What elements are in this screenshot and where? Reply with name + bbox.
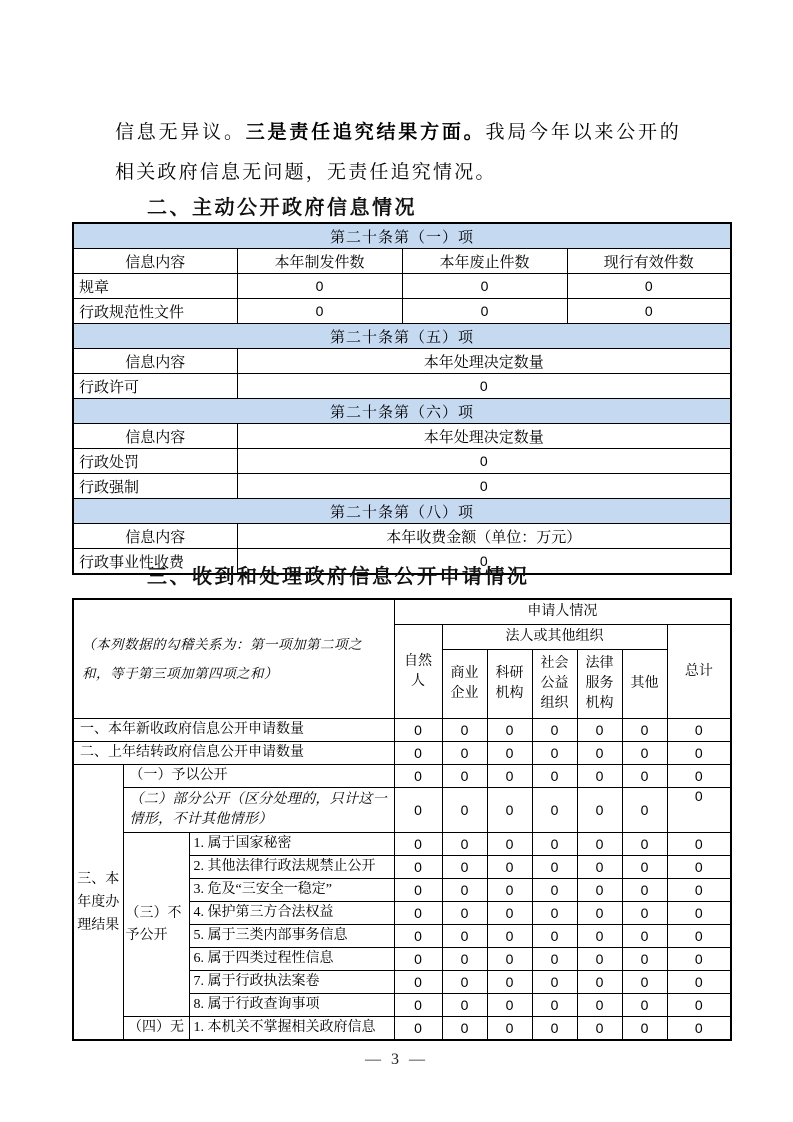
value-cell: 0 <box>237 449 731 474</box>
value-cell: 0 <box>442 788 487 833</box>
value-cell: 0 <box>442 971 487 994</box>
value-cell: 0 <box>667 742 731 765</box>
row-label: 行政事业性收费 <box>73 549 237 575</box>
total-header: 总计 <box>667 625 731 719</box>
value-cell: 0 <box>237 474 731 499</box>
value-cell: 0 <box>394 719 442 742</box>
value-cell: 0 <box>442 765 487 788</box>
deny-group-label: （三）不予公开 <box>123 833 189 1017</box>
value-cell: 0 <box>442 994 487 1017</box>
value-cell: 0 <box>667 948 731 971</box>
row-label: 行政强制 <box>73 474 237 499</box>
value-cell: 0 <box>394 902 442 925</box>
intro-text-1: 信息无异议。 <box>115 122 246 143</box>
value-cell: 0 <box>532 833 577 856</box>
natural-person-header: 自然人 <box>394 625 442 719</box>
value-cell: 0 <box>667 879 731 902</box>
org-col-header: 法律服务机构 <box>577 650 622 719</box>
value-cell: 0 <box>394 925 442 948</box>
value-cell: 0 <box>577 1017 622 1041</box>
value-cell: 0 <box>577 902 622 925</box>
col-header: 本年处理决定数量 <box>237 349 731 374</box>
row-label: 3. 危及“三安全一稳定” <box>189 879 394 902</box>
org-col-header: 其他 <box>622 650 667 719</box>
value-cell: 0 <box>532 902 577 925</box>
org-col-header: 商业企业 <box>442 650 487 719</box>
value-cell: 0 <box>622 994 667 1017</box>
value-cell: 0 <box>577 765 622 788</box>
value-cell: 0 <box>394 856 442 879</box>
value-cell: 0 <box>487 948 532 971</box>
org-col-header: 社会公益组织 <box>532 650 577 719</box>
row-label: 4. 保护第三方合法权益 <box>189 902 394 925</box>
value-cell: 0 <box>667 971 731 994</box>
value-cell: 0 <box>532 742 577 765</box>
value-cell: 0 <box>622 719 667 742</box>
reconciliation-note: （本列数据的勾稽关系为：第一项加第二项之和，等于第三项加第四项之和） <box>73 599 394 719</box>
value-cell: 0 <box>532 948 577 971</box>
col-header: 本年收费金额（单位：万元） <box>237 524 731 549</box>
value-cell: 0 <box>622 788 667 833</box>
value-cell: 0 <box>577 879 622 902</box>
intro-text-bold: 三是责任追究结果方面。 <box>245 122 486 143</box>
value-cell: 0 <box>487 994 532 1017</box>
value-cell: 0 <box>622 879 667 902</box>
section3-heading: 三、收到和处理政府信息公开申请情况 <box>147 566 530 588</box>
section2-heading: 二、主动公开政府信息情况 <box>147 197 417 219</box>
col-header: 信息内容 <box>73 424 237 449</box>
legal-org-header: 法人或其他组织 <box>442 625 667 650</box>
article5-band: 第二十条第（五）项 <box>73 324 731 349</box>
col-header: 本年废止件数 <box>402 249 567 274</box>
value-cell: 0 <box>487 742 532 765</box>
value-cell: 0 <box>442 925 487 948</box>
row-label: 1. 属于国家秘密 <box>189 833 394 856</box>
row-label: 规章 <box>73 274 237 299</box>
value-cell: 0 <box>394 833 442 856</box>
value-cell: 0 <box>487 833 532 856</box>
value-cell: 0 <box>567 274 731 299</box>
value-cell: 0 <box>237 274 402 299</box>
value-cell: 0 <box>487 765 532 788</box>
row-label: 2. 其他法律行政法规禁止公开 <box>189 856 394 879</box>
value-cell: 0 <box>237 374 731 399</box>
value-cell: 0 <box>442 902 487 925</box>
value-cell: 0 <box>567 299 731 324</box>
value-cell: 0 <box>532 719 577 742</box>
value-cell: 0 <box>487 1017 532 1041</box>
value-cell: 0 <box>532 971 577 994</box>
value-cell: 0 <box>532 994 577 1017</box>
value-cell: 0 <box>577 788 622 833</box>
value-cell: 0 <box>394 1017 442 1041</box>
value-cell: 0 <box>487 971 532 994</box>
applicant-status-header: 申请人情况 <box>394 599 731 625</box>
value-cell: 0 <box>442 719 487 742</box>
value-cell: 0 <box>394 994 442 1017</box>
col-header: 现行有效件数 <box>567 249 731 274</box>
row-label: 1. 本机关不掌握相关政府信息 <box>189 1017 394 1041</box>
value-cell: 0 <box>487 925 532 948</box>
value-cell: 0 <box>487 788 532 833</box>
value-cell: 0 <box>394 765 442 788</box>
value-cell: 0 <box>622 902 667 925</box>
value-cell: 0 <box>442 1017 487 1041</box>
value-cell: 0 <box>577 925 622 948</box>
value-cell: 0 <box>442 742 487 765</box>
value-cell: 0 <box>577 971 622 994</box>
article1-band: 第二十条第（一）项 <box>73 223 731 249</box>
value-cell: 0 <box>487 856 532 879</box>
value-cell: 0 <box>487 902 532 925</box>
value-cell: 0 <box>577 833 622 856</box>
value-cell: 0 <box>667 1017 731 1041</box>
value-cell: 0 <box>442 833 487 856</box>
value-cell: 0 <box>394 948 442 971</box>
value-cell: 0 <box>577 948 622 971</box>
intro-paragraph <box>115 113 681 193</box>
col-header: 本年处理决定数量 <box>237 424 731 449</box>
article8-band: 第二十条第（八）项 <box>73 499 731 524</box>
intro-text-2: 我局今年以来公开的相关政府信息无问题，无责任追究情况。 <box>115 122 681 183</box>
row-label: 一、本年新收政府信息公开申请数量 <box>73 719 394 742</box>
org-col-header: 科研机构 <box>487 650 532 719</box>
col-header: 信息内容 <box>73 349 237 374</box>
value-cell: 0 <box>442 856 487 879</box>
value-cell: 0 <box>394 742 442 765</box>
value-cell: 0 <box>667 788 731 833</box>
col-header: 本年制发件数 <box>237 249 402 274</box>
value-cell: 0 <box>577 856 622 879</box>
value-cell: 0 <box>667 833 731 856</box>
value-cell: 0 <box>532 879 577 902</box>
value-cell: 0 <box>442 879 487 902</box>
value-cell: 0 <box>622 765 667 788</box>
row-label: 5. 属于三类内部事务信息 <box>189 925 394 948</box>
row-label: 行政许可 <box>73 374 237 399</box>
value-cell: 0 <box>667 994 731 1017</box>
value-cell: 0 <box>667 925 731 948</box>
value-cell: 0 <box>577 719 622 742</box>
col-header: 信息内容 <box>73 249 237 274</box>
value-cell: 0 <box>402 299 567 324</box>
row-label: 8. 属于行政查询事项 <box>189 994 394 1017</box>
row-label: 行政处罚 <box>73 449 237 474</box>
proactive-disclosure-table <box>72 222 732 575</box>
value-cell: 0 <box>487 719 532 742</box>
page-number: — 3 — <box>365 1051 428 1068</box>
value-cell: 0 <box>532 856 577 879</box>
value-cell: 0 <box>622 925 667 948</box>
value-cell: 0 <box>394 971 442 994</box>
application-handling-table <box>72 598 732 1041</box>
article6-band: 第二十条第（六）项 <box>73 399 731 424</box>
row-label: （一）予以公开 <box>123 765 394 788</box>
value-cell: 0 <box>577 994 622 1017</box>
value-cell: 0 <box>442 948 487 971</box>
value-cell: 0 <box>487 879 532 902</box>
value-cell: 0 <box>394 879 442 902</box>
value-cell: 0 <box>532 788 577 833</box>
value-cell: 0 <box>402 274 567 299</box>
value-cell: 0 <box>667 902 731 925</box>
value-cell: 0 <box>532 1017 577 1041</box>
value-cell: 0 <box>622 833 667 856</box>
value-cell: 0 <box>622 971 667 994</box>
value-cell: 0 <box>577 742 622 765</box>
result-group-label: 三、本年度办理结果 <box>73 765 123 1041</box>
col-header: 信息内容 <box>73 524 237 549</box>
value-cell: 0 <box>532 765 577 788</box>
value-cell: 0 <box>622 948 667 971</box>
value-cell: 0 <box>237 299 402 324</box>
row-label: 行政规范性文件 <box>73 299 237 324</box>
value-cell: 0 <box>532 925 577 948</box>
value-cell: 0 <box>667 765 731 788</box>
value-cell: 0 <box>394 788 442 833</box>
value-cell: 0 <box>667 719 731 742</box>
value-cell: 0 <box>667 856 731 879</box>
value-cell: 0 <box>622 742 667 765</box>
row-label: （二）部分公开（区分处理的，只计这一情形，不计其他情形） <box>123 788 394 833</box>
row-label: 6. 属于四类过程性信息 <box>189 948 394 971</box>
value-cell: 0 <box>237 549 731 575</box>
row-label: 7. 属于行政执法案卷 <box>189 971 394 994</box>
none-group-label: （四）无 <box>123 1017 189 1041</box>
value-cell: 0 <box>622 856 667 879</box>
row-label: 二、上年结转政府信息公开申请数量 <box>73 742 394 765</box>
value-cell: 0 <box>622 1017 667 1041</box>
